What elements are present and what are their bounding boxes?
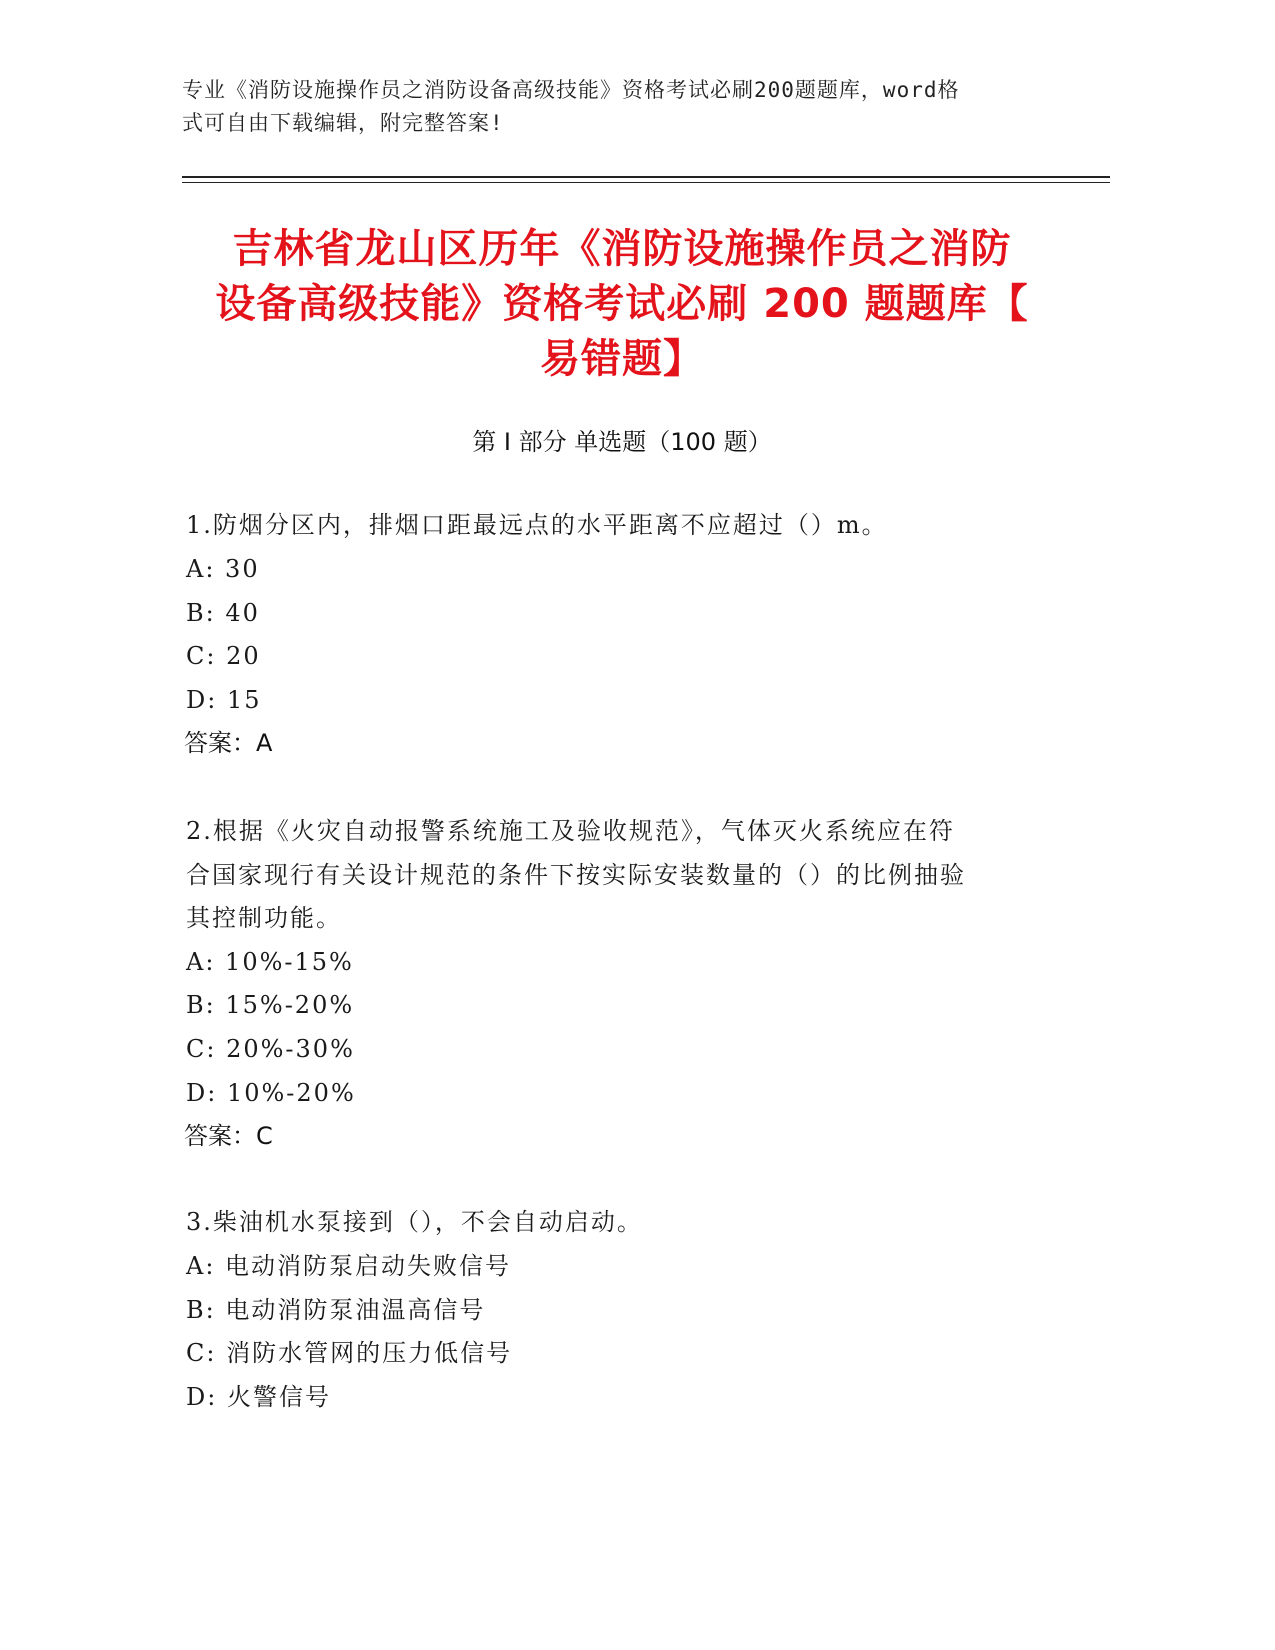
- answer-label: 答案：A: [184, 729, 273, 757]
- header-divider-thin: [182, 182, 1110, 183]
- title-line: 设备高级技能》资格考试必刷 200 题题库【: [215, 281, 1029, 327]
- question-stem: 2.根据《火灾自动报警系统施工及验收规范》，气体灭火系统应在符: [186, 817, 955, 845]
- option-a: A: 30: [186, 555, 260, 583]
- header-divider-thick: [182, 176, 1110, 178]
- answer-label: 答案：C: [184, 1122, 273, 1150]
- option-a: A: 10%-15%: [186, 948, 354, 976]
- question-stem: 1.防烟分区内，排烟口距最远点的水平距离不应超过（）m。: [186, 511, 888, 539]
- header-note: [182, 74, 1062, 140]
- option-c: C: 消防水管网的压力低信号: [186, 1339, 513, 1367]
- title-line: 易错题】: [540, 336, 704, 382]
- question-stem: 其控制功能。: [186, 904, 342, 932]
- option-a: A: 电动消防泵启动失败信号: [186, 1252, 512, 1280]
- section-heading: 第 I 部分 单选题（100 题）: [472, 428, 772, 456]
- option-d: D: 10%-20%: [186, 1079, 356, 1107]
- header-note-line: 专业《消防设施操作员之消防设备高级技能》资格考试必刷200题题库，word格: [182, 78, 960, 102]
- question-stem: 3.柴油机水泵接到（），不会自动启动。: [186, 1208, 643, 1236]
- question-stem: 合国家现行有关设计规范的条件下按实际安装数量的（）的比例抽验: [186, 861, 966, 889]
- option-b: B: 电动消防泵油温高信号: [186, 1296, 486, 1324]
- option-d: D: 火警信号: [186, 1383, 331, 1411]
- document-title: [182, 222, 1062, 387]
- option-c: C: 20: [186, 642, 261, 670]
- option-c: C: 20%-30%: [186, 1035, 355, 1063]
- header-note-line: 式可自由下载编辑，附完整答案!: [182, 111, 504, 135]
- option-d: D: 15: [186, 686, 262, 714]
- title-line: 吉林省龙山区历年《消防设施操作员之消防: [232, 226, 1012, 272]
- option-b: B: 40: [186, 599, 260, 627]
- option-b: B: 15%-20%: [186, 991, 355, 1019]
